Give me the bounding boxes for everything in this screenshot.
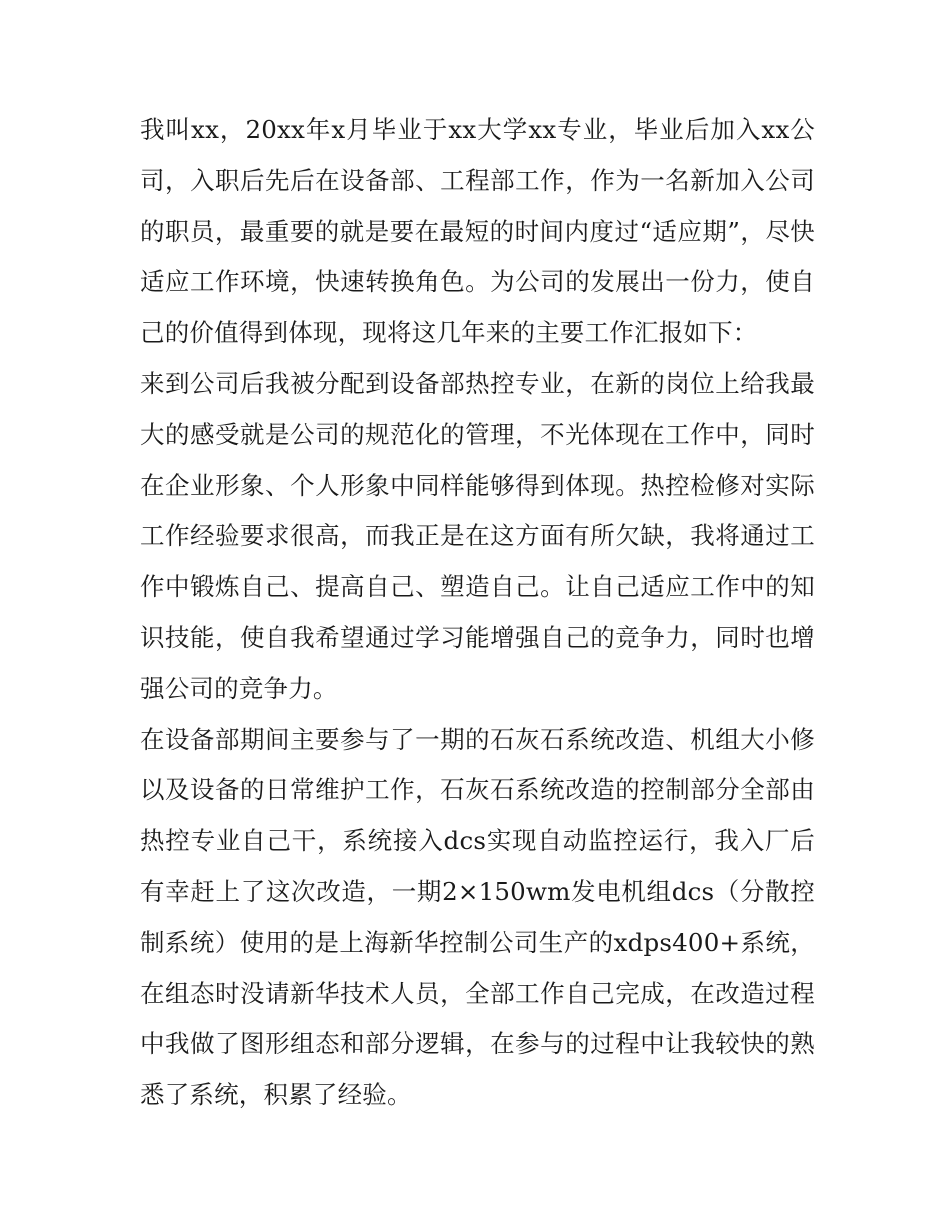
paragraph-thermal-control: 来到公司后我被分配到设备部热控专业，在新的岗位上给我最大的感受就是公司的规范化的管理，不光体现在工作中，同时在企业形象、个人形象中同样能够得到体现。热控检修对实际工作经验要求很高，而我正是在这方面有所欠缺，我将通过工作中锻炼自己、提高自己、塑造自己。让自己适应工作中的知识技能，使自我希望通过学习能增强自己的竞争力，同时也增强公司的竞争力。 (140, 368, 815, 703)
paragraph-intro: 我叫xx，20xx年x月毕业于xx大学xx专业，毕业后加入xx公司，入职后先后在设备部、工程部工作，作为一名新加入公司的职员，最重要的就是要在最短的时间内度过“适应期”，尽快适应工作环境，快速转换角色。为公司的发展出一份力，使自己的价值得到体现，现将这几年来的主要工作汇报如下： (140, 115, 815, 348)
paragraph-equipment-dept: 在设备部期间主要参与了一期的石灰石系统改造、机组大小修以及设备的日常维护工作，石灰石系统改造的控制部分全部由热控专业自己干，系统接入dcs实现自动监控运行，我入厂后有幸赶上了这次改造，一期2×150wm发电机组dcs（分散控制系统）使用的是上海新华控制公司生产的xdps400+系统，在组态时没请新华技术人员，全部工作自己完成，在改造过程中我做了图形组态和部分逻辑，在参与的过程中让我较快的熟悉了系统，积累了经验。 (140, 724, 815, 1110)
document-body (140, 105, 815, 1121)
